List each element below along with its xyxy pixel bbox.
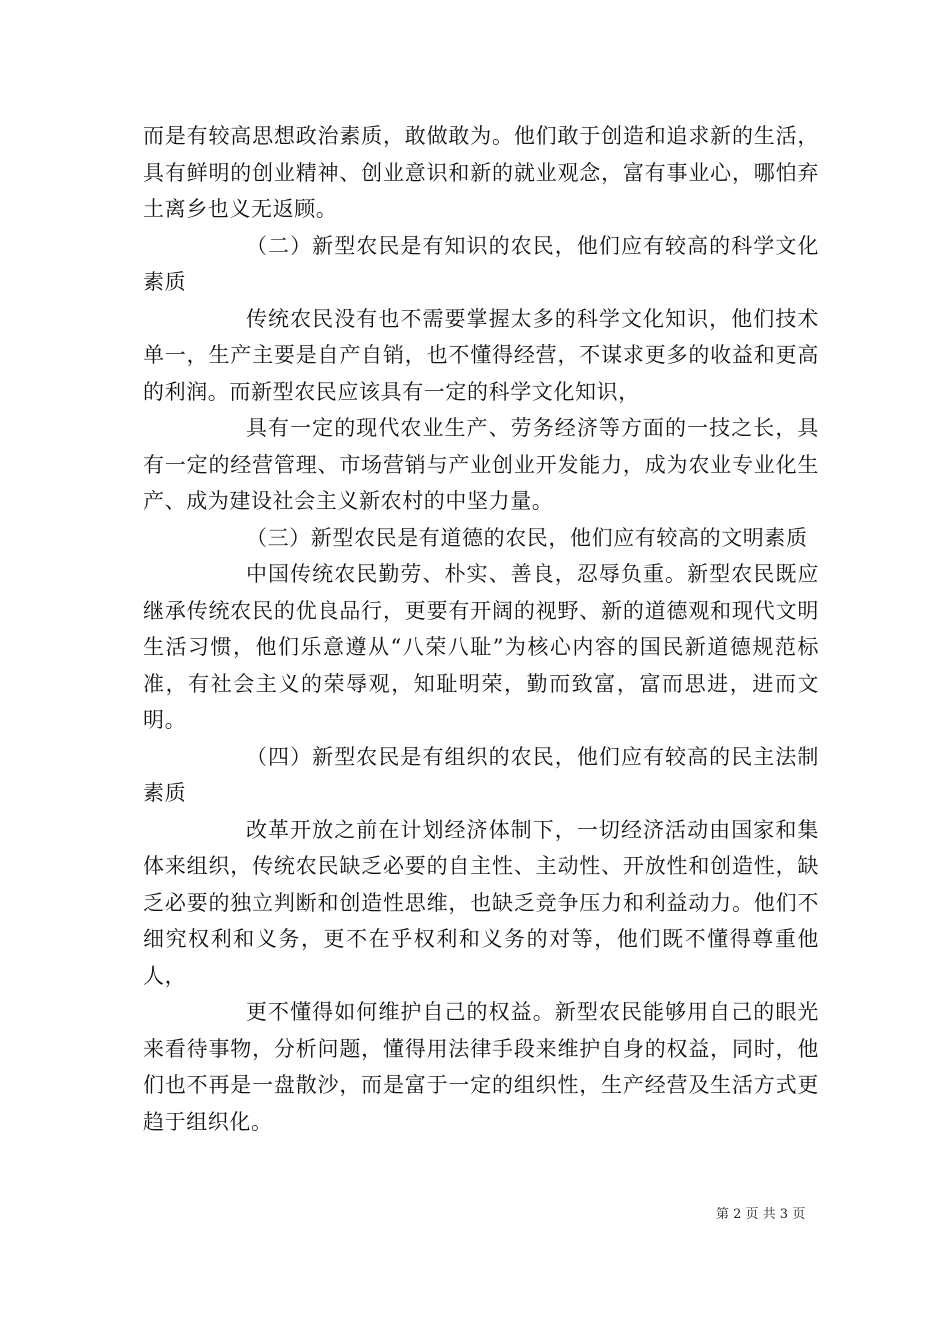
document-body bbox=[143, 118, 819, 1140]
paragraph: 改革开放之前在计划经济体制下，一切经济活动由国家和集体来组织，传统农民缺乏必要的自主性、主动性、开放性和创造性，缺乏必要的独立判断和创造性思维，也缺乏竞争压力和利益动力。他们不细究权利和义务，更不在乎权利和义务的对等，他们既不懂得尊重他人， bbox=[143, 817, 819, 988]
paragraph-continuation: 而是有较高思想政治素质，敢做敢为。他们敢于创造和追求新的生活，具有鲜明的创业精神、创业意识和新的就业观念，富有事业心，哪怕弃土离乡也义无返顾。 bbox=[143, 124, 819, 221]
section-heading-2: （二）新型农民是有知识的农民，他们应有较高的科学文化素质 bbox=[143, 233, 819, 294]
paragraph: 中国传统农民勤劳、朴实、善良，忍辱负重。新型农民既应继承传统农民的优良品行，更要有开阔的视野、新的道德观和现代文明生活习惯，他们乐意遵从“八荣八耻”为核心内容的国民新道德规范标准，有社会主义的荣辱观，知耻明荣，勤而致富，富而思进，进而文明。 bbox=[143, 562, 819, 732]
paragraph: 更不懂得如何维护自己的权益。新型农民能够用自己的眼光来看待事物，分析问题，懂得用法律手段来维护自身的权益，同时，他们也不再是一盘散沙，而是富于一定的组织性，生产经营及生活方式更趋于组织化。 bbox=[143, 1000, 819, 1134]
section-heading-4: （四）新型农民是有组织的农民，他们应有较高的民主法制素质 bbox=[143, 744, 819, 805]
section-heading-3: （三）新型农民是有道德的农民，他们应有较高的文明素质 bbox=[246, 525, 808, 550]
paragraph: 具有一定的现代农业生产、劳务经济等方面的一技之长，具有一定的经营管理、市场营销与产业创业开发能力，成为农业专业化生产、成为建设社会主义新农村的中坚力量。 bbox=[143, 416, 819, 513]
paragraph: 传统农民没有也不需要掌握太多的科学文化知识，他们技术单一，生产主要是自产自销，也不懂得经营，不谋求更多的收益和更高的利润。而新型农民应该具有一定的科学文化知识， bbox=[143, 306, 819, 404]
page-number-footer: 第 2 页 共 3 页 bbox=[716, 1207, 806, 1222]
